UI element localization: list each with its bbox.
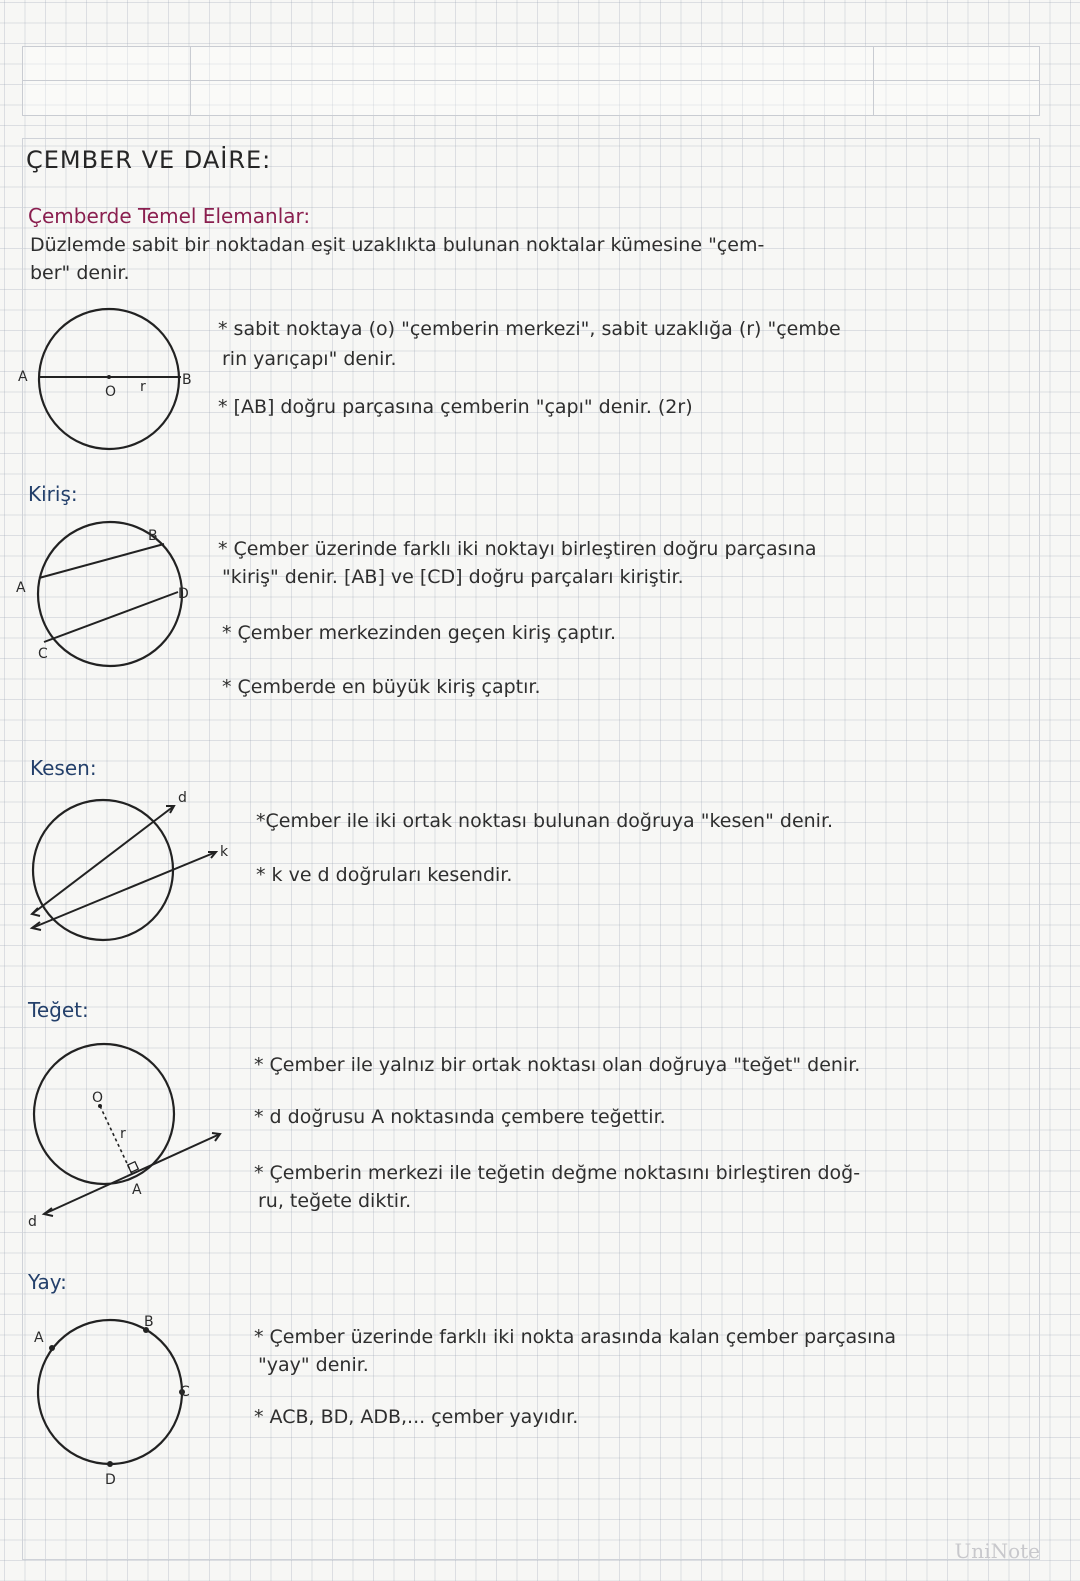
label-d: D bbox=[105, 1472, 116, 1488]
label-o: O bbox=[92, 1090, 104, 1106]
teget-bullet-3-line-2: ru, teğete diktir. bbox=[258, 1190, 412, 1212]
label-a: A bbox=[16, 580, 26, 596]
label-c: C bbox=[180, 1384, 190, 1400]
intro-heading: Çemberde Temel Elemanlar: bbox=[28, 204, 311, 228]
label-d: d bbox=[178, 790, 187, 806]
header-table bbox=[22, 46, 1040, 116]
header-table-divider bbox=[190, 47, 191, 115]
point-d bbox=[107, 1461, 113, 1467]
teget-bullet-1: * Çember ile yalnız bir ortak noktası olan doğruya "teğet" denir. bbox=[254, 1054, 861, 1076]
intro-line-2: ber" denir. bbox=[30, 262, 130, 284]
arc-figure bbox=[14, 1312, 214, 1492]
kiris-bullet-3: * Çemberde en büyük kiriş çaptır. bbox=[222, 676, 541, 698]
tangent-figure bbox=[14, 1040, 254, 1240]
header-table-divider bbox=[23, 80, 1039, 81]
intro-line-1: Düzlemde sabit bir noktadan eşit uzaklıkta bulunan noktalar kümesine "çem- bbox=[30, 234, 765, 256]
kesen-heading: Kesen: bbox=[30, 756, 97, 780]
diameter-figure bbox=[14, 304, 204, 464]
teget-bullet-2: * d doğrusu A noktasında çembere teğettir. bbox=[254, 1106, 666, 1128]
chord-cd bbox=[44, 592, 178, 642]
header-table-divider bbox=[873, 47, 874, 115]
yay-bullet-1-line-1: * Çember üzerinde farklı iki nokta arasında kalan çember parçasına bbox=[254, 1326, 897, 1348]
label-d: d bbox=[28, 1214, 37, 1230]
label-a: A bbox=[34, 1330, 44, 1346]
label-c: C bbox=[38, 646, 48, 662]
line-k bbox=[32, 852, 216, 928]
teget-bullet-3-line-1: * Çemberin merkezi ile teğetin değme noktasını birleştiren doğ- bbox=[254, 1162, 861, 1184]
label-k: k bbox=[220, 844, 229, 860]
kesen-bullet-2: * k ve d doğruları kesendir. bbox=[256, 864, 513, 886]
watermark-logo: UniNote bbox=[954, 1539, 1040, 1563]
label-d: D bbox=[178, 586, 189, 602]
basic-bullet-1-line-2: rin yarıçapı" denir. bbox=[222, 348, 397, 370]
label-r: r bbox=[120, 1126, 126, 1142]
chord-ab bbox=[39, 544, 164, 578]
kiris-bullet-2: * Çember merkezinden geçen kiriş çaptır. bbox=[222, 622, 617, 644]
teget-heading: Teğet: bbox=[28, 998, 89, 1022]
yay-heading: Yay: bbox=[28, 1270, 67, 1294]
label-o: O bbox=[105, 384, 117, 400]
kesen-bullet-1: *Çember ile iki ortak noktası bulunan doğruya "kesen" denir. bbox=[256, 810, 834, 832]
label-a: A bbox=[132, 1182, 142, 1198]
label-b: B bbox=[148, 528, 158, 544]
label-b: B bbox=[144, 1314, 154, 1330]
page-title: ÇEMBER VE DAİRE: bbox=[26, 146, 272, 174]
basic-bullet-1-line-1: * sabit noktaya (o) "çemberin merkezi", sabit uzaklığa (r) "çembe bbox=[218, 318, 841, 340]
label-a: A bbox=[18, 369, 28, 385]
secant-figure bbox=[14, 786, 254, 946]
basic-bullet-2: * [AB] doğru parçasına çemberin "çapı" denir. (2r) bbox=[218, 396, 693, 418]
kiris-heading: Kiriş: bbox=[28, 482, 78, 506]
radius-segment bbox=[100, 1106, 132, 1174]
point-a bbox=[49, 1345, 55, 1351]
tangent-line-d bbox=[44, 1134, 220, 1214]
label-b: B bbox=[182, 372, 192, 388]
kiris-bullet-1-line-1: * Çember üzerinde farklı iki noktayı birleştiren doğru parçasına bbox=[218, 538, 817, 560]
right-angle-mark bbox=[128, 1162, 139, 1173]
label-r: r bbox=[140, 379, 146, 395]
circle-shape bbox=[38, 522, 182, 666]
kiris-bullet-1-line-2: "kiriş" denir. [AB] ve [CD] doğru parçaları kiriştir. bbox=[222, 566, 684, 588]
yay-bullet-1-line-2: "yay" denir. bbox=[258, 1354, 369, 1376]
center-point bbox=[107, 375, 111, 379]
yay-bullet-2: * ACB, BD, ADB,... çember yayıdır. bbox=[254, 1406, 579, 1428]
circle-shape bbox=[38, 1320, 182, 1464]
chord-figure bbox=[14, 518, 204, 678]
